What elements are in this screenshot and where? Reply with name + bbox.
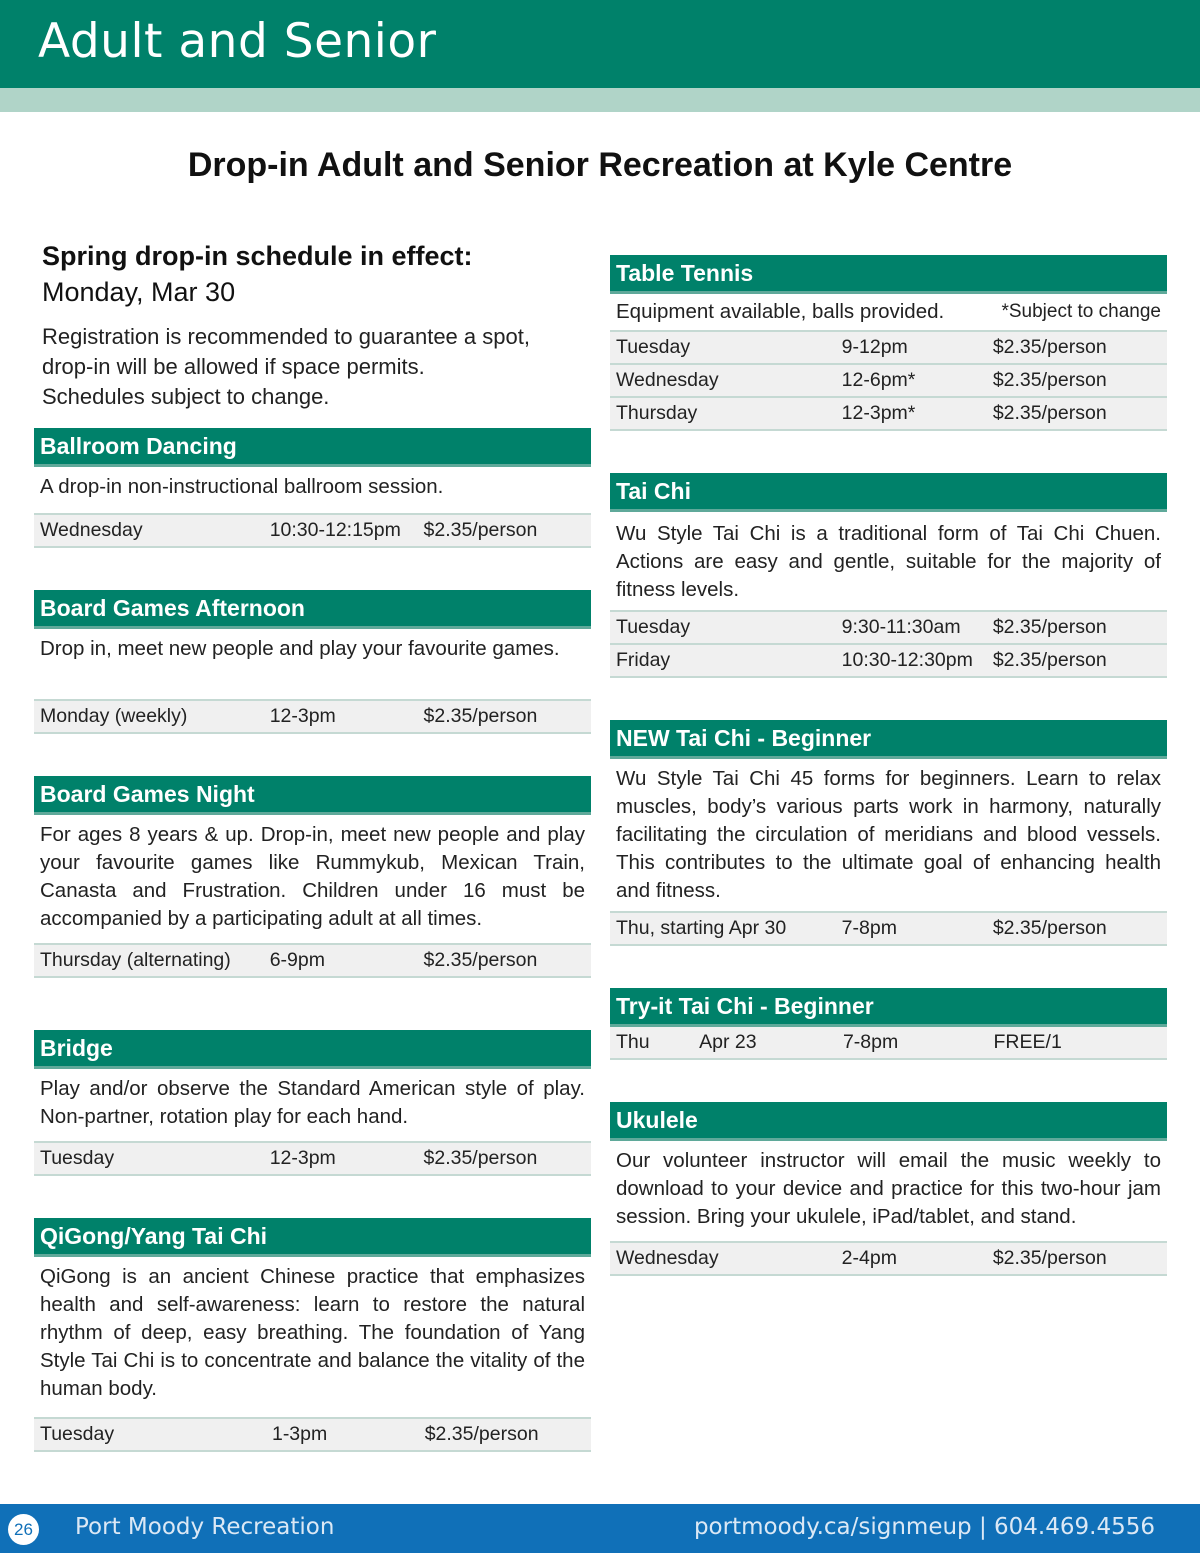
row-day: Thursday xyxy=(616,402,698,424)
section-description: QiGong is an ancient Chinese practice that emphasizes health and self-awareness: learn to restore the natural rhythm of deep, easy breathing. The foundation of Yang Style Tai Chi is to concentrate and balance the vitality of the human body. xyxy=(40,1265,585,1400)
row-time: 9:30-11:30am xyxy=(841,616,961,638)
intro-date: Monday, Mar 30 xyxy=(42,277,236,307)
section-qigong-yang-tai-chi xyxy=(34,1218,591,1452)
row-price: $2.35/person xyxy=(992,336,1107,358)
page-header xyxy=(0,0,1200,88)
schedule-row xyxy=(610,1241,1167,1276)
footer-contact-link[interactable]: portmoody.ca/signmeup | 604.469.4556 xyxy=(693,1514,1155,1540)
section-ukulele xyxy=(610,1102,1167,1276)
intro-line: Registration is recommended to guarantee a spot, xyxy=(42,324,530,349)
row-price: $2.35/person xyxy=(423,519,538,541)
section-title: Board Games Night xyxy=(34,776,591,815)
row-time: 12-3pm xyxy=(269,1147,336,1169)
section-title: Ballroom Dancing xyxy=(34,428,591,467)
row-day: Wednesday xyxy=(616,369,719,391)
section-description: Equipment available, balls provided. xyxy=(616,300,945,323)
section-title: QiGong/Yang Tai Chi xyxy=(34,1218,591,1257)
row-day: Tuesday xyxy=(40,1147,115,1169)
row-day: Tuesday xyxy=(616,336,691,358)
section-description: Wu Style Tai Chi is a traditional form of Tai Chi Chuen. Actions are easy and gentle, suitable for the majority of fitness levels. xyxy=(616,522,1161,601)
row-price: $2.35/person xyxy=(423,705,538,727)
row-time: 10:30-12:15pm xyxy=(269,519,401,541)
row-time: 1-3pm xyxy=(271,1423,328,1445)
header-title: Adult and Senior xyxy=(38,14,437,69)
schedule-row xyxy=(34,699,591,734)
schedule-row xyxy=(610,398,1167,431)
page-footer xyxy=(0,1504,1200,1553)
schedule-row xyxy=(34,513,591,548)
intro-line: drop-in will be allowed if space permits. xyxy=(42,354,425,379)
row-date: Apr 23 xyxy=(699,1031,757,1053)
section-description: Play and/or observe the Standard American style of play. Non-partner, rotation play for each hand. xyxy=(40,1077,585,1128)
schedule-row xyxy=(610,610,1167,645)
section-title: Tai Chi xyxy=(610,473,1167,512)
row-day: Thursday (alternating) xyxy=(40,949,231,971)
row-time: 7-8pm xyxy=(841,917,897,939)
section-note-row xyxy=(610,294,1167,330)
row-day: Thu, starting Apr 30 xyxy=(616,917,787,939)
row-day: Wednesday xyxy=(616,1247,719,1269)
schedule-row xyxy=(34,1417,591,1452)
header-stripe xyxy=(0,88,1200,112)
section-title: NEW Tai Chi - Beginner xyxy=(610,720,1167,759)
section-title: Try-it Tai Chi - Beginner xyxy=(610,988,1167,1027)
section-ballroom-dancing xyxy=(34,428,591,548)
row-time: 9-12pm xyxy=(841,336,908,358)
row-time: 12-3pm* xyxy=(841,402,916,424)
schedule-row xyxy=(34,943,591,978)
section-table-tennis xyxy=(610,255,1167,431)
row-time: 10:30-12:30pm xyxy=(841,649,973,671)
row-price: $2.35/person xyxy=(992,369,1107,391)
row-day: Tuesday xyxy=(40,1423,115,1445)
row-price: $2.35/person xyxy=(423,949,538,971)
section-try-it-tai-chi xyxy=(610,988,1167,1060)
section-description: For ages 8 years & up. Drop-in, meet new people and play your favourite games like Rummykub, Mexican Train, Canasta and Frustration. Children under 16 must be accompanied by a participating adult at all times. xyxy=(40,823,585,930)
section-board-games-afternoon xyxy=(34,590,591,734)
section-bridge xyxy=(34,1030,591,1176)
schedule-row xyxy=(610,645,1167,678)
schedule-row xyxy=(34,1141,591,1176)
row-price: $2.35/person xyxy=(992,402,1107,424)
row-price: $2.35/person xyxy=(992,1247,1107,1269)
section-board-games-night xyxy=(34,776,591,978)
section-new-tai-chi-beginner xyxy=(610,720,1167,946)
intro-heading: Spring drop-in schedule in effect: xyxy=(42,241,473,271)
intro-line: Schedules subject to change. xyxy=(42,384,330,409)
section-description: Drop in, meet new people and play your favourite games. xyxy=(40,637,560,660)
row-time: 12-6pm* xyxy=(841,369,916,391)
schedule-row xyxy=(610,365,1167,398)
intro-text xyxy=(42,322,582,412)
section-description: A drop-in non-instructional ballroom session. xyxy=(40,475,444,498)
row-day: Friday xyxy=(616,649,671,671)
intro-block xyxy=(42,238,582,412)
section-tai-chi xyxy=(610,473,1167,678)
left-column xyxy=(34,428,591,1452)
row-day: Tuesday xyxy=(616,616,691,638)
row-time: 6-9pm xyxy=(269,949,325,971)
row-day: Thu xyxy=(616,1031,650,1053)
row-day: Wednesday xyxy=(40,519,143,541)
row-price: $2.35/person xyxy=(423,1147,538,1169)
row-price: $2.35/person xyxy=(424,1423,539,1445)
section-title: Table Tennis xyxy=(610,255,1167,294)
row-time: 2-4pm xyxy=(841,1247,897,1269)
page-title: Drop-in Adult and Senior Recreation at Kyle Centre xyxy=(187,146,1013,184)
row-time: 12-3pm xyxy=(269,705,336,727)
section-description: Wu Style Tai Chi 45 forms for beginners. Learn to relax muscles, body’s various parts work in harmony, naturally facilitating the circulation of meridians and blood vessels. This contributes to the ultimate goal of enhancing health and fitness. xyxy=(616,767,1161,902)
section-title: Ukulele xyxy=(610,1102,1167,1141)
row-price: $2.35/person xyxy=(992,917,1107,939)
schedule-row xyxy=(610,911,1167,946)
footer-organization: Port Moody Recreation xyxy=(75,1514,335,1540)
row-time: 7-8pm xyxy=(842,1031,899,1053)
row-price: FREE/1 xyxy=(993,1031,1062,1053)
row-price: $2.35/person xyxy=(992,649,1107,671)
row-day: Monday (weekly) xyxy=(40,705,188,727)
section-description: Our volunteer instructor will email the music weekly to download to your device and practice for this two-hour jam session. Bring your ukulele, iPad/tablet, and stand. xyxy=(616,1149,1161,1228)
schedule-row xyxy=(610,1027,1167,1060)
subject-to-change-note: *Subject to change xyxy=(1001,301,1161,322)
row-price: $2.35/person xyxy=(992,616,1107,638)
section-title: Board Games Afternoon xyxy=(34,590,591,629)
schedule-row xyxy=(610,330,1167,365)
page-number: 26 xyxy=(8,1514,39,1545)
right-column xyxy=(610,255,1167,1276)
section-title: Bridge xyxy=(34,1030,591,1069)
